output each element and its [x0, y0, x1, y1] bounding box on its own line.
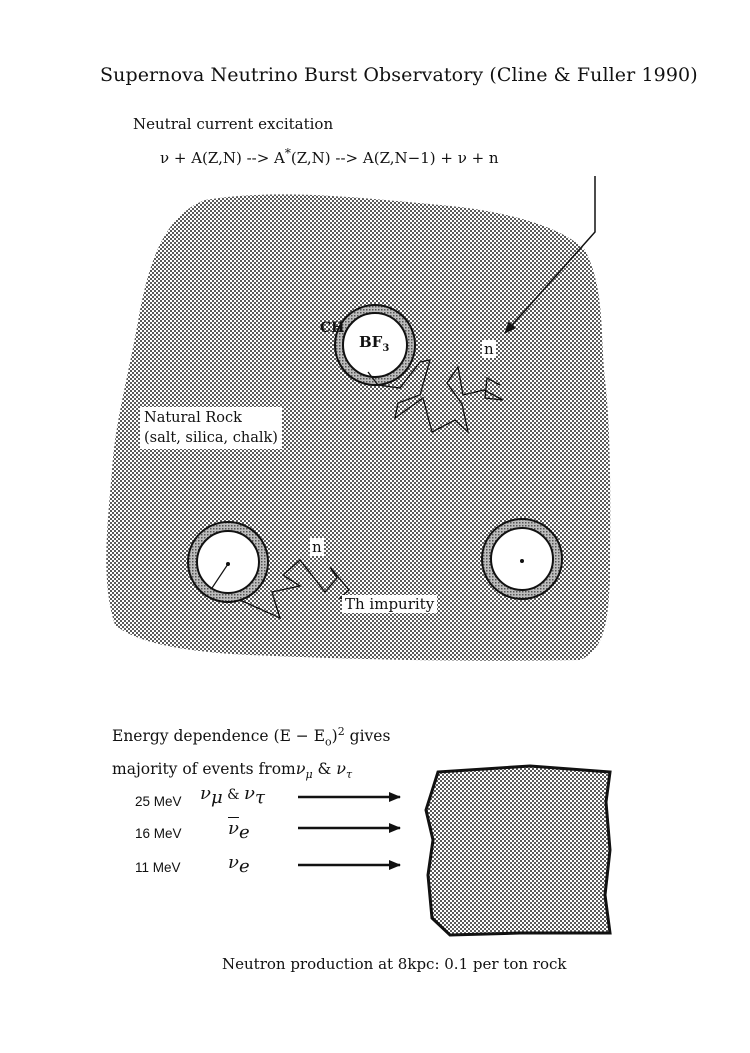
rock-label-line1: Natural Rock: [144, 410, 242, 426]
th-impurity-label: Th impurity: [342, 595, 437, 613]
energy-dependence-text: [112, 718, 390, 788]
reaction-equation: [160, 146, 499, 167]
rock-label-line2: (salt, silica, chalk): [144, 430, 278, 446]
rock-sample: [426, 766, 610, 935]
antineutrino-e: $\overline{\nu}_e$: [228, 818, 250, 844]
reaction-star: *: [284, 146, 291, 160]
reaction-heading: Neutral current excitation: [133, 115, 334, 133]
rock-label: [140, 407, 282, 449]
energy-25mev: 25 MeV: [135, 794, 182, 809]
reaction-part2: (Z,N) --> A(Z,N−1) + ν + n: [290, 149, 499, 167]
energy-11mev: 11 MeV: [135, 860, 181, 875]
energy-line1: Energy dependence $(E - E_o)^2$ gives: [112, 725, 391, 749]
detector-left: [188, 522, 268, 602]
footer-note: Neutron production at 8kpc: 0.1 per ton rock: [222, 955, 567, 973]
reaction-part1: ν + A(Z,N) --> A: [160, 149, 285, 167]
detector-right: [482, 519, 562, 599]
energy-16mev: 16 MeV: [135, 826, 182, 841]
neutron-label-bottom: n: [312, 538, 322, 556]
neutrino-e: $\nu_e$: [228, 852, 250, 878]
neutrino-mu-tau: $\nu_\mu$ & $\nu_\tau$: [200, 783, 265, 809]
page-title: Supernova Neutrino Burst Observatory (Cline & Fuller 1990): [100, 64, 698, 86]
ch-label: CH: [320, 320, 345, 336]
bf3-label: $BF_3$: [359, 333, 390, 354]
neutron-label-top: n: [484, 340, 494, 358]
energy-line2: majority of events fromν$_\mu$ & $\nu_\tau$: [112, 759, 353, 782]
